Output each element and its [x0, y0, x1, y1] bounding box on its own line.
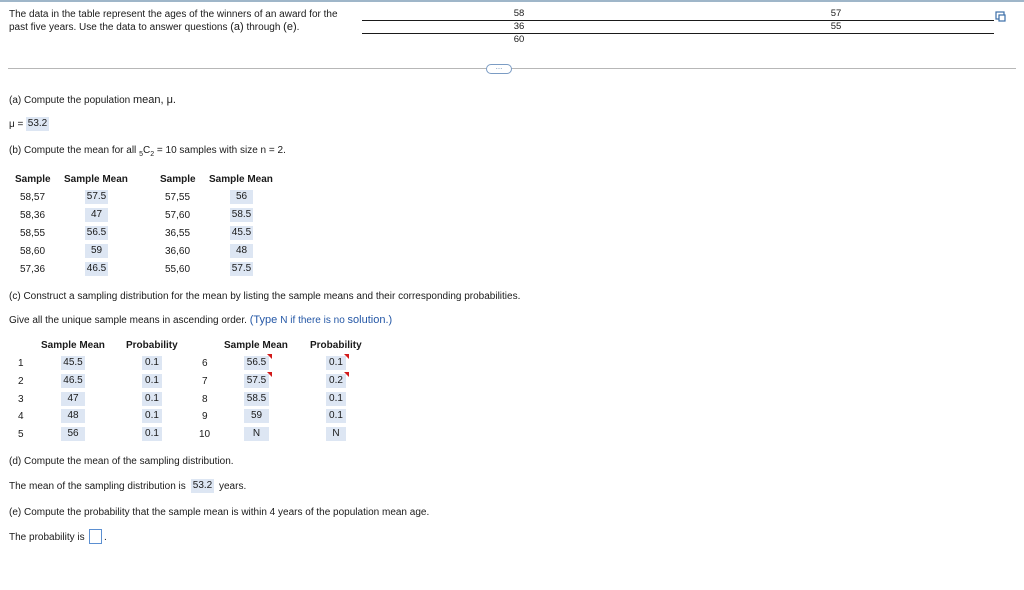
sample-pair: 58,57 [20, 192, 46, 203]
sampling-mean-answer[interactable]: 53.2 [192, 480, 213, 491]
sample-mean-answer[interactable]: 59 [85, 244, 108, 258]
combo-c: C [142, 145, 151, 156]
data-cell: 60 [513, 34, 525, 45]
part-e-prompt: (e) Compute the probability that the sample mean is within 4 years of the population mean age. [9, 507, 430, 518]
sample-pair: 58,60 [20, 246, 46, 257]
dist-prob-answer[interactable]: 0.2 [326, 374, 346, 388]
part-e-period: . [104, 532, 107, 543]
header-probability: Probability [310, 340, 362, 351]
row-index: 2 [18, 376, 24, 387]
part-d-unit: years. [219, 481, 247, 492]
dist-mean-answer[interactable]: 56.5 [244, 356, 269, 370]
row-index: 9 [202, 411, 208, 422]
top-border [0, 0, 1024, 2]
sample-pair: 36,60 [165, 246, 191, 257]
intro-through: through [243, 22, 284, 33]
data-row-3 [362, 34, 994, 46]
part-c-instruction [9, 314, 392, 326]
dist-mean-answer[interactable]: 58.5 [244, 392, 269, 406]
sample-mean-answer[interactable]: 56 [230, 190, 253, 204]
intro-part-e: (e) [283, 21, 297, 33]
row-index: 6 [202, 358, 208, 369]
expand-icon[interactable] [995, 11, 1006, 22]
sample-mean-answer[interactable]: 46.5 [86, 263, 107, 274]
intro-part-a: (a) [230, 21, 244, 33]
header-sample-mean: Sample Mean [41, 340, 105, 351]
mu-label: μ = [9, 119, 24, 130]
row-index: 1 [18, 358, 24, 369]
data-cell: 58 [513, 8, 525, 19]
header-probability: Probability [126, 340, 178, 351]
dist-mean-answer[interactable]: N [244, 427, 269, 441]
row-index: 10 [199, 429, 211, 440]
data-cell: 55 [830, 21, 842, 32]
hint-n: N [280, 315, 288, 326]
data-cell: 36 [513, 21, 525, 32]
intro-period: . [296, 22, 300, 33]
dist-prob-answer[interactable]: N [326, 427, 346, 441]
mu-answer[interactable]: 53.2 [27, 118, 48, 129]
intro-text: The data in the table represent the ages of the winners of an award for the past five years. Use the data to answer questions [9, 9, 338, 33]
dist-mean-answer[interactable]: 59 [244, 409, 269, 423]
dist-prob-answer[interactable]: 0.1 [142, 392, 162, 406]
hint-prefix: (Type [249, 314, 281, 326]
dist-mean-answer[interactable]: 56 [61, 427, 85, 441]
sample-pair: 57,55 [165, 192, 191, 203]
part-a-term: mean, μ. [132, 94, 176, 106]
part-b-text: (b) Compute the mean for all [9, 145, 140, 156]
dist-prob-answer[interactable]: 0.1 [326, 392, 346, 406]
sample-mean-answer[interactable]: 45.5 [231, 227, 252, 238]
sample-mean-answer[interactable]: 47 [85, 208, 108, 222]
row-index: 7 [202, 376, 208, 387]
combo-r: 2 [150, 151, 155, 158]
problem-intro [9, 8, 354, 34]
probability-input[interactable] [89, 529, 102, 544]
header-sample: Sample [160, 174, 196, 185]
part-a-prompt [9, 94, 176, 106]
sample-mean-answer[interactable]: 48 [230, 244, 253, 258]
dist-mean-answer[interactable]: 57.5 [244, 374, 269, 388]
dist-prob-answer[interactable]: 0.1 [326, 409, 346, 423]
dist-prob-answer[interactable]: 0.1 [326, 356, 346, 370]
sample-pair: 58,36 [20, 210, 46, 221]
dist-mean-answer[interactable]: 47 [61, 392, 85, 406]
dist-mean-answer[interactable]: 46.5 [61, 374, 85, 388]
part-b-suffix: = 10 samples with size n = 2. [154, 145, 286, 156]
sample-pair: 55,60 [165, 264, 191, 275]
dist-prob-answer[interactable]: 0.1 [142, 409, 162, 423]
sample-pair: 36,55 [165, 228, 191, 239]
dist-prob-answer[interactable]: 0.1 [142, 427, 162, 441]
hint-solution: solution.) [347, 314, 393, 326]
part-d-result-label: The mean of the sampling distribution is [9, 481, 186, 492]
data-cell: 57 [830, 8, 842, 19]
header-sample: Sample [15, 174, 51, 185]
sample-pair: 57,36 [20, 264, 46, 275]
data-row-2 [362, 21, 994, 33]
row-index: 5 [18, 429, 24, 440]
row-index: 3 [18, 394, 24, 405]
dist-prob-answer[interactable]: 0.1 [142, 356, 162, 370]
part-d-prompt: (d) Compute the mean of the sampling distribution. [9, 456, 234, 467]
section-divider [8, 68, 1016, 69]
sample-pair: 57,60 [165, 210, 191, 221]
sample-pair: 58,55 [20, 228, 46, 239]
dist-mean-answer[interactable]: 45.5 [61, 356, 85, 370]
header-sample-mean: Sample Mean [64, 174, 128, 185]
sample-mean-answer[interactable]: 56.5 [86, 227, 107, 238]
part-b-prompt [9, 145, 286, 158]
header-sample-mean: Sample Mean [209, 174, 273, 185]
sample-mean-answer[interactable]: 58.5 [231, 209, 252, 220]
data-row-1 [362, 8, 994, 20]
instruction-text: Give all the unique sample means in ascending order. [9, 315, 250, 326]
header-sample-mean: Sample Mean [224, 340, 288, 351]
dist-prob-answer[interactable]: 0.1 [142, 374, 162, 388]
row-index: 4 [18, 411, 24, 422]
hint-mid: if there is no [287, 315, 348, 326]
sample-mean-answer[interactable]: 57.5 [231, 263, 252, 274]
part-c-prompt: (c) Construct a sampling distribution for the mean by listing the sample means and their corresponding probabilities. [9, 291, 521, 302]
more-button[interactable]: … [486, 64, 512, 74]
row-index: 8 [202, 394, 208, 405]
dist-mean-answer[interactable]: 48 [61, 409, 85, 423]
part-a-text: (a) Compute the population [9, 95, 133, 106]
combo-n: 5 [139, 151, 143, 158]
sample-mean-answer[interactable]: 57.5 [86, 191, 107, 202]
part-e-result-label: The probability is [9, 532, 85, 543]
